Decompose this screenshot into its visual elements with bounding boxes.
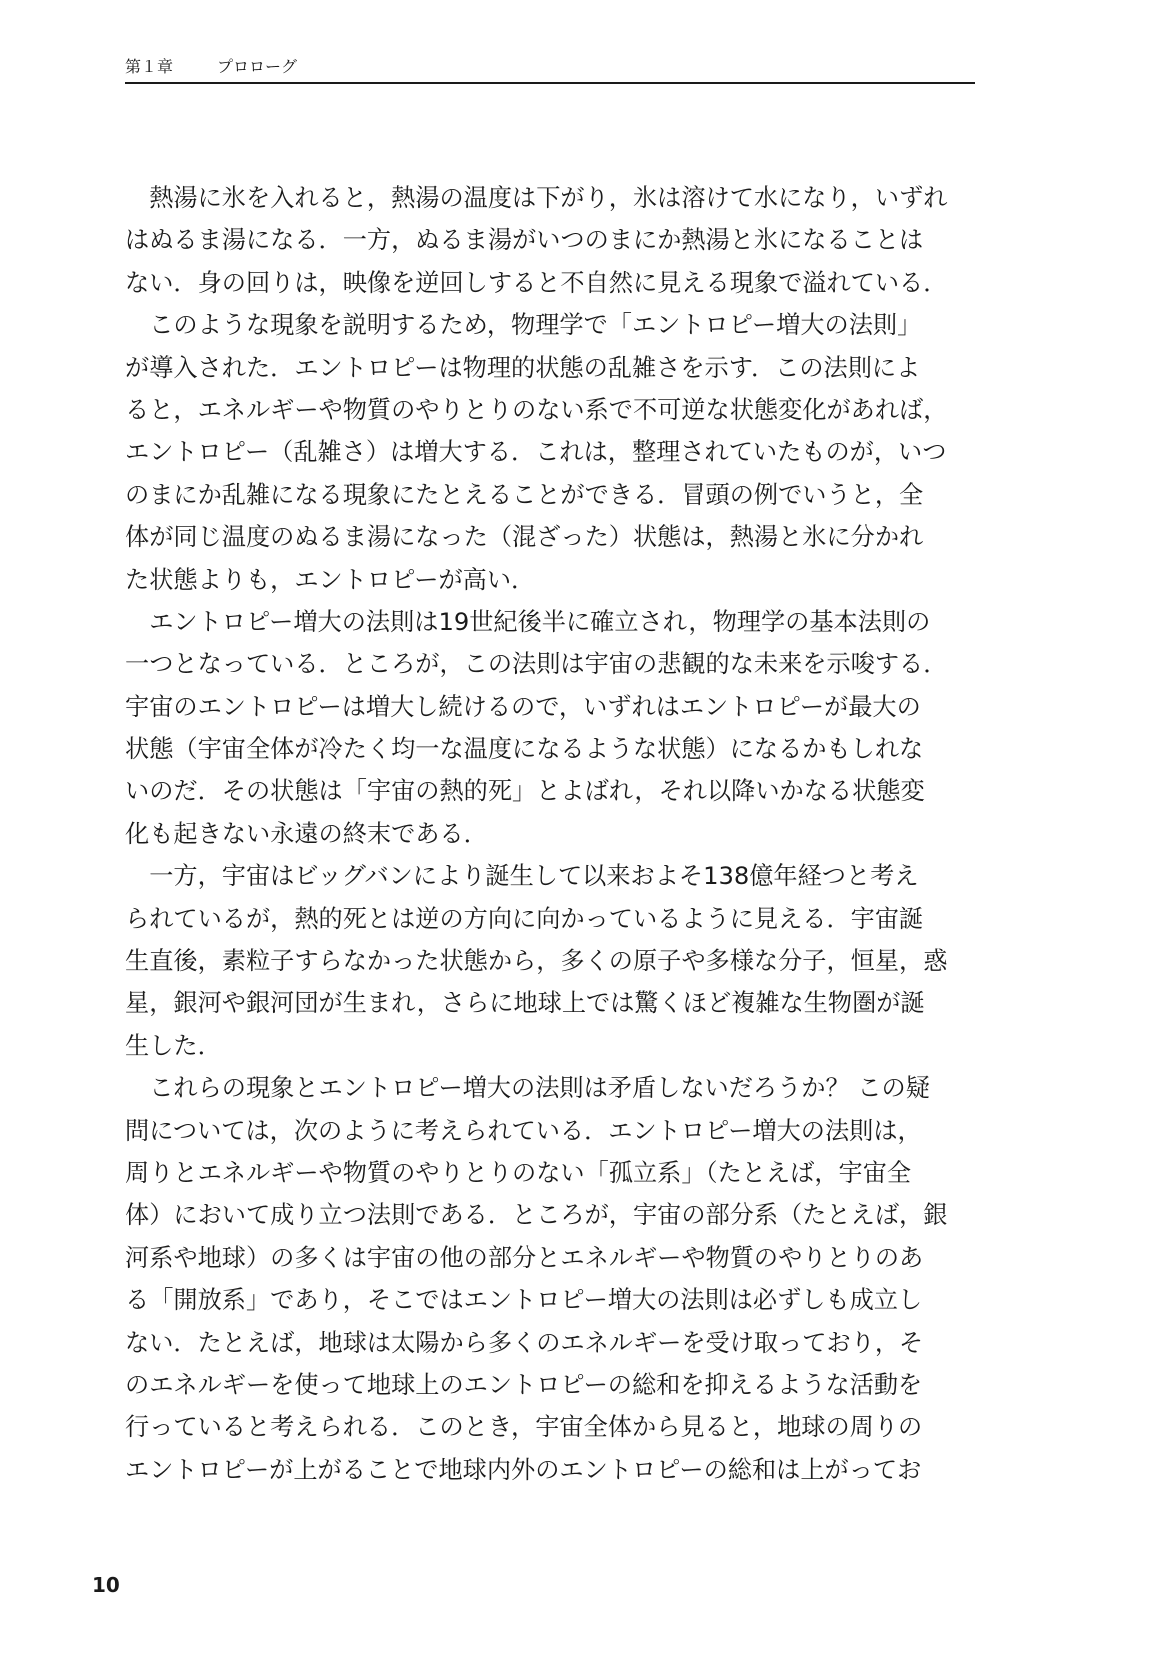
chapter-label: 第１章	[125, 57, 174, 76]
text-line: エントロピー増大の法則は19世紀後半に確立され，物理学の基本法則の	[125, 607, 931, 636]
text-line: 生した．	[125, 1031, 222, 1060]
text-line: る「開放系」であり，そこではエントロピー増大の法則は必ずしも成立し	[125, 1286, 923, 1315]
page-number: 10	[92, 1573, 120, 1597]
text-line: このような現象を説明するため，物理学で「エントロピー増大の法則」	[125, 311, 922, 340]
text-line: られているが，熱的死とは逆の方向に向かっているように見える．宇宙誕	[125, 904, 924, 933]
text-line: エントロピー（乱雑さ）は増大する．これは，整理されていたものが，いつ	[125, 438, 947, 467]
text-line: 生直後，素粒子すらなかった状態から，多くの原子や多様な分子，恒星，惑	[125, 947, 948, 976]
text-line: 星，銀河や銀河団が生まれ，さらに地球上では驚くほど複雑な生物圏が誕	[125, 989, 925, 1018]
text-line: いのだ．その状態は「宇宙の熱的死」とよばれ，それ以降いかなる状態変	[125, 777, 925, 806]
header-rule	[125, 82, 975, 84]
text-line: 宇宙のエントロピーは増大し続けるので，いずれはエントロピーが最大の	[125, 692, 921, 721]
text-line: のまにか乱雑になる現象にたとえることができる．冒頭の例でいうと，全	[125, 480, 924, 509]
text-line: ない．たとえば，地球は太陽から多くのエネルギーを受け取っており，そ	[125, 1328, 924, 1357]
text-line: 体）において成り立つ法則である．ところが，宇宙の部分系（たとえば，銀	[125, 1201, 948, 1230]
text-line: た状態よりも，エントロピーが高い．	[125, 565, 536, 594]
text-line: エントロピーが上がることで地球内外のエントロピーの総和は上がってお	[125, 1455, 922, 1484]
text-line: 一つとなっている．ところが，この法則は宇宙の悲観的な未来を示唆する．	[125, 650, 948, 679]
text-line: 体が同じ温度のぬるま湯になった（混ざった）状態は，熱湯と氷に分かれ	[125, 523, 924, 552]
text-line: 問については，次のように考えられている．エントロピー増大の法則は，	[125, 1116, 922, 1145]
text-line: はぬるま湯になる．一方，ぬるま湯がいつのまにか熱湯と氷になることは	[125, 226, 924, 255]
text-line: が導入された．エントロピーは物理的状態の乱雑さを示す．この法則によ	[125, 353, 921, 382]
text-line: のエネルギーを使って地球上のエントロピーの総和を抑えるような活動を	[125, 1370, 923, 1399]
text-line: 河系や地球）の多くは宇宙の他の部分とエネルギーや物質のやりとりのあ	[125, 1243, 924, 1272]
text-line: 一方，宇宙はビッグバンにより誕生して以来およそ138億年経つと考え	[125, 862, 919, 891]
text-line: 状態（宇宙全体が冷たく均一な温度になるような状態）になるかもしれな	[125, 735, 924, 764]
text-line: 周りとエネルギーや物質のやりとりのない「孤立系」（たとえば，宇宙全	[125, 1158, 912, 1187]
text-line: 化も起きない永遠の終末である．	[125, 819, 488, 848]
text-line: ない．身の回りは，映像を逆回しすると不自然に見える現象で溢れている．	[125, 268, 948, 297]
text-line: ると，エネルギーや物質のやりとりのない系で不可逆な状態変化があれば，	[125, 395, 948, 424]
text-line: 熱湯に氷を入れると，熱湯の温度は下がり，氷は溶けて水になり，いずれ	[125, 184, 948, 212]
running-head	[125, 56, 975, 82]
text-line: これらの現象とエントロピー増大の法則は矛盾しないだろうか？ この疑	[125, 1074, 930, 1103]
body-text	[125, 177, 975, 1491]
text-line: 行っていると考えられる．このとき，宇宙全体から見ると，地球の周りの	[125, 1413, 923, 1442]
chapter-title: プロローグ	[217, 57, 298, 76]
